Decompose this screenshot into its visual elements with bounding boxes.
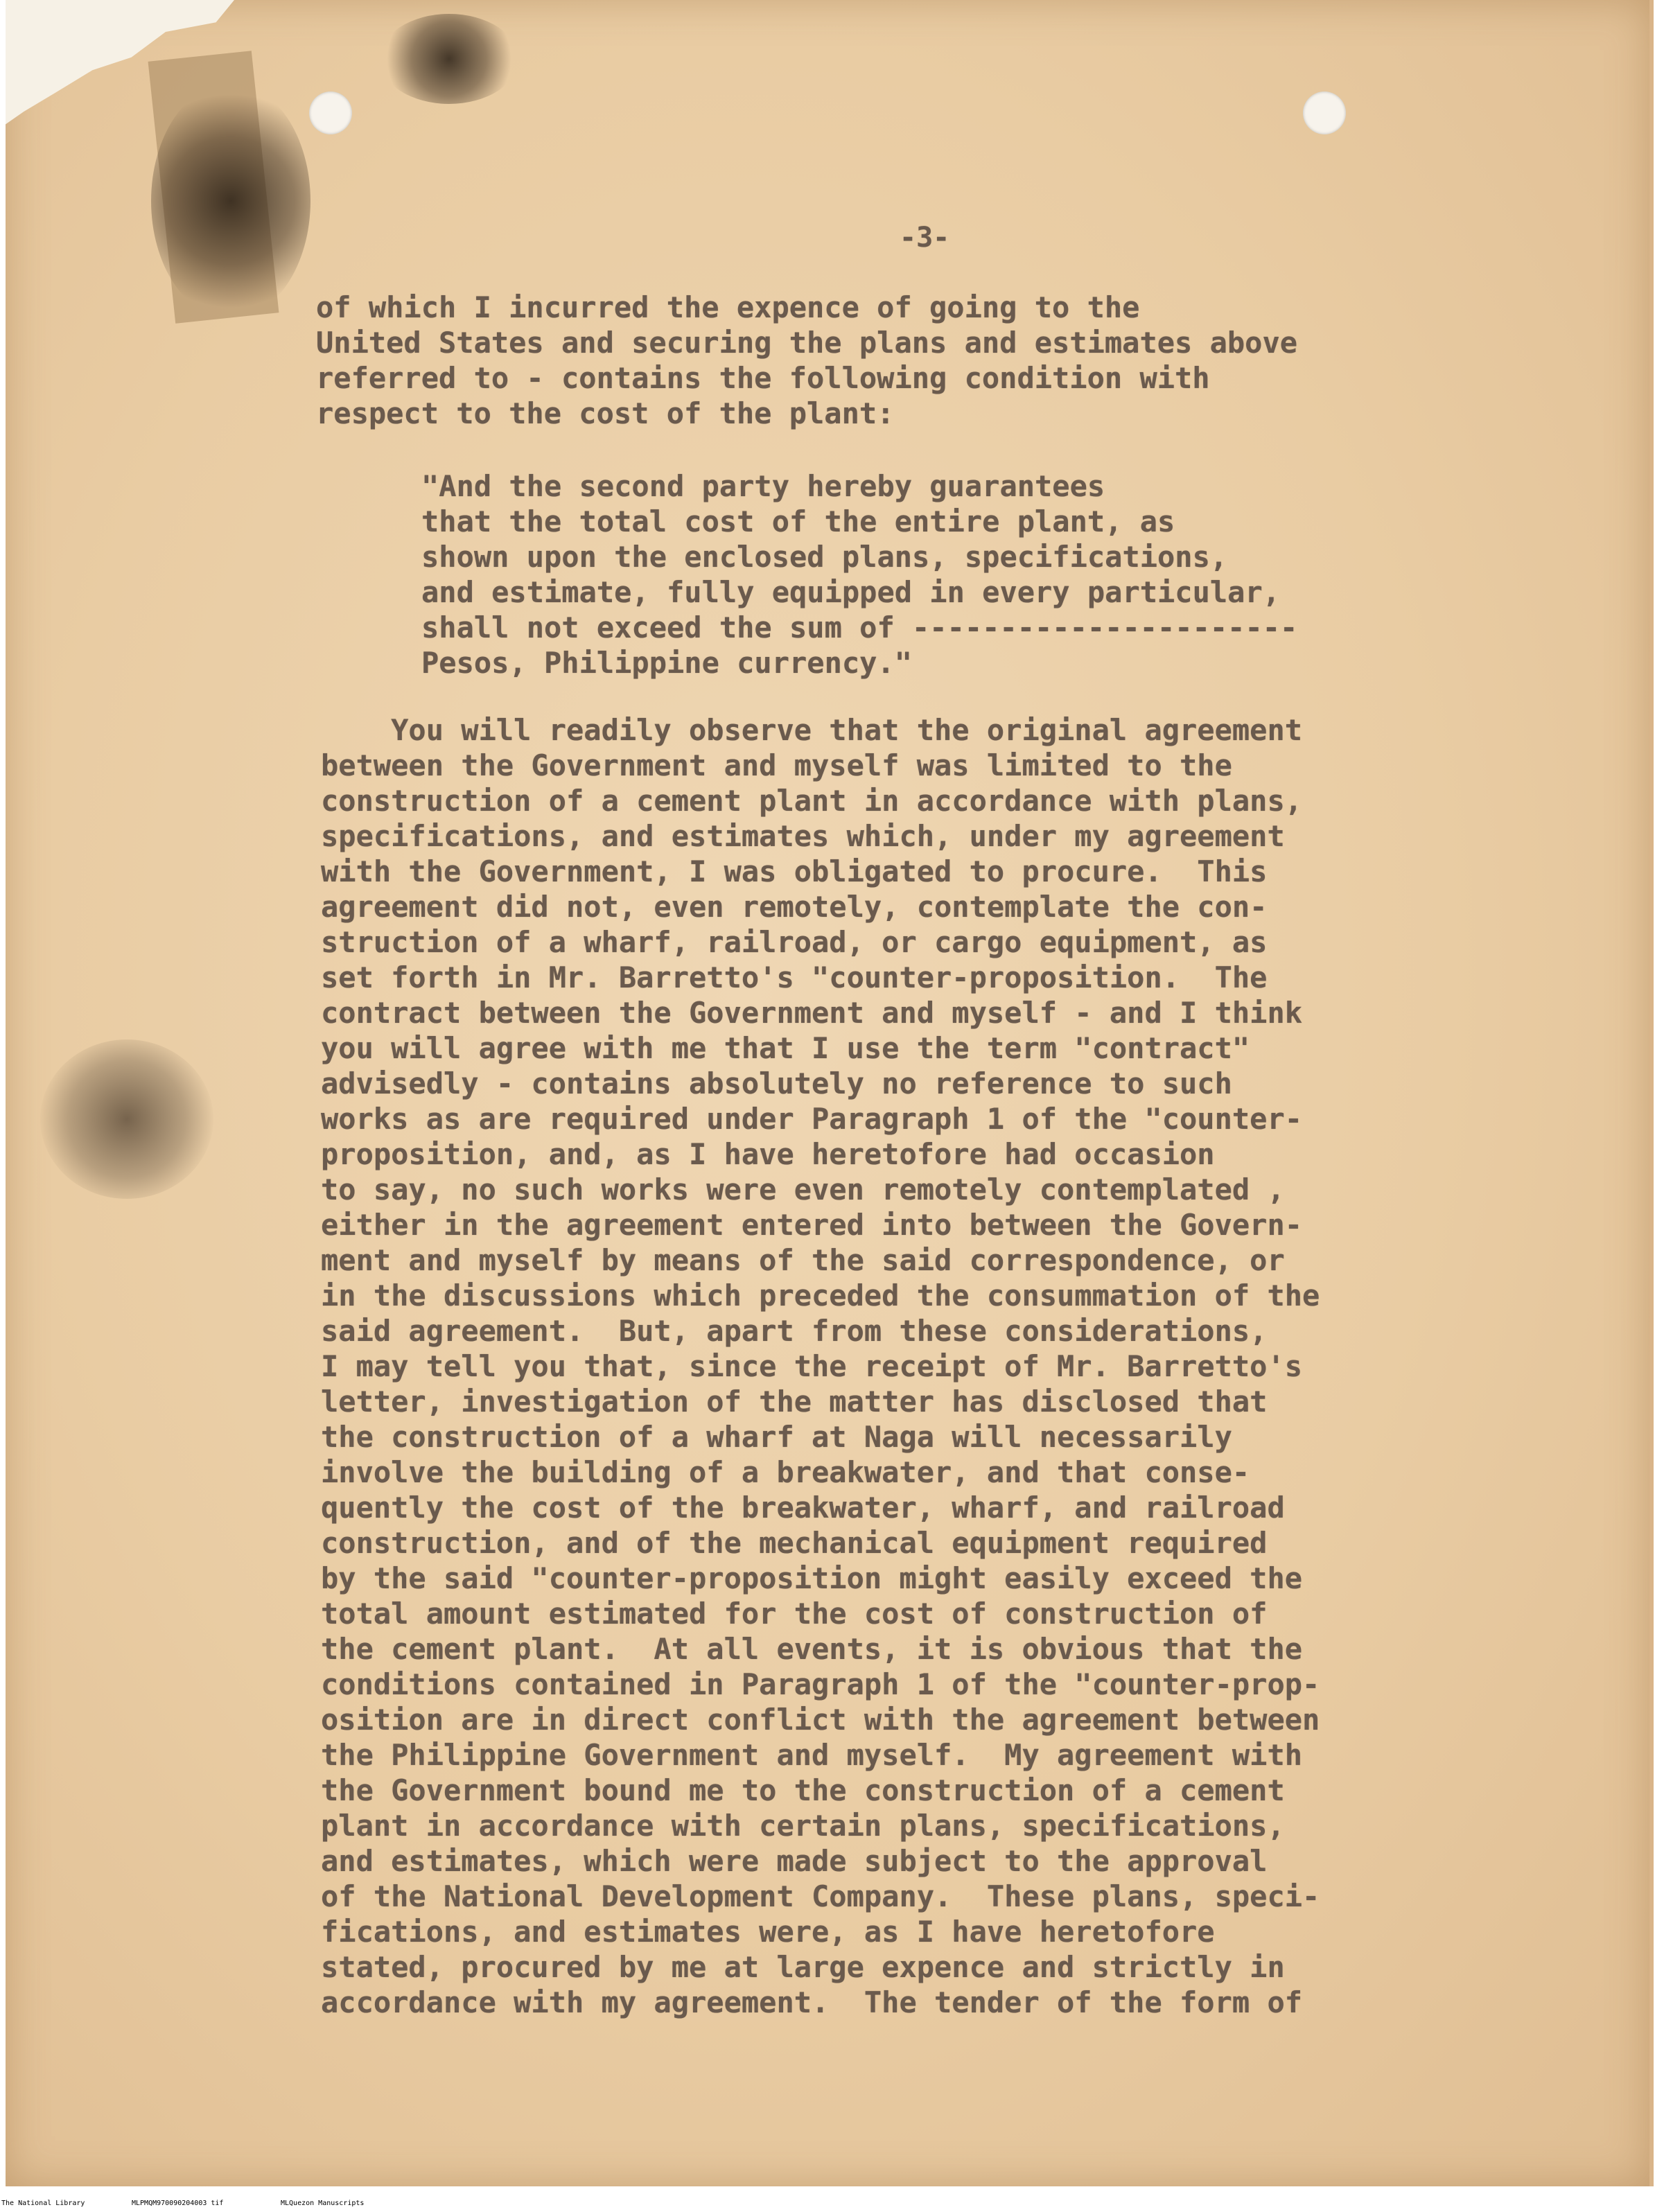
- punch-hole: [309, 91, 352, 134]
- smudge-stain: [40, 1039, 213, 1199]
- punch-hole: [1303, 91, 1346, 134]
- scan-footer: [0, 2195, 1664, 2212]
- paper-sheet: [6, 0, 1654, 2186]
- burn-stain: [380, 14, 518, 104]
- page-number: -3-: [900, 222, 950, 254]
- paragraph-continuation: of which I incurred the expence of going to the United States and securing the plans and estimates above referred to - contains the following condition with respect to the cost of the plant:: [316, 290, 1298, 430]
- footer-collection: MLQuezon Manuscripts: [281, 2200, 365, 2207]
- footer-library: The National Library: [1, 2200, 85, 2207]
- footer-filename: MLPMQM970090204003 tif: [132, 2200, 224, 2207]
- burn-stain: [151, 83, 310, 319]
- paragraph-main: You will readily observe that the original agreement between the Government and myself was limited to the construction of a cement plant in accordance with plans, specifications, and estimates which, under my agreement with the Government, I was obligated to procure. This agreement did not, even remotely, contemplate the con- struction of a wharf, railroad, or cargo equipment, as set forth in Mr. Barretto's "counter-proposition. The contract between the Government and myself - and I think you will agree with me that I use the term "contract" advisedly - contains absolutely no reference to such works as are required under Paragraph 1 of the "counter- proposition, and, as I have heretofore had occasion to say, no such works were even remotely contemplated , either in the agreement entered into between the Govern- ment and myself by means of the said correspondence, or in the discussions which preceded the consummation of the said agreement. But, apart from these considerations, I may tell you that, since the receipt of Mr. Barretto's letter, investigation of the matter has disclosed that the construction of a wharf at Naga will necessarily involve the building of a breakwater, and that conse- quently the cost of the breakwater, wharf, and railroad construction, and of the mechanical equipment required by the said "counter-proposition might easily exceed the total amount estimated for the cost of construction of the cement plant. At all events, it is obvious that the conditions contained in Paragraph 1 of the "counter-prop- osition are in direct conflict with the agreement between the Philippine Government and myself. My agreement with the Government bound me to the construction of a cement plant in accordance with certain plans, specifications, and estimates, which were made subject to the approval of the National Development Company. These plans, speci- fications, and estimates were, as I have heretofore stated, procured by me at large expence and strictly in accordance with my agreement. The tender of the form of: [321, 713, 1320, 2019]
- quoted-condition: "And the second party hereby guarantees that the total cost of the entire plant, as shown upon the enclosed plans, specifications, and estimate, fully equipped in every particular, shall not exceed the sum of ---------------------- Pesos, Philippine currency.": [421, 469, 1298, 680]
